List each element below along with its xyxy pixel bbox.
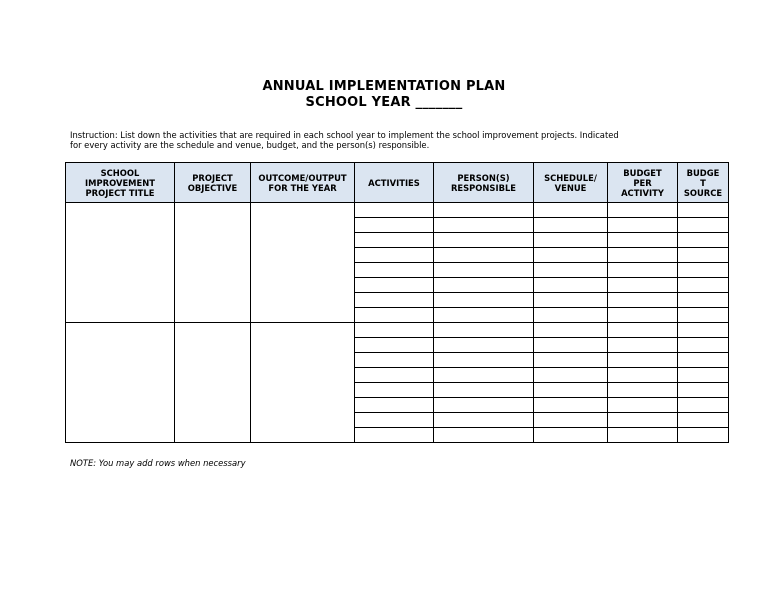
header-text: SOURCE [683,187,723,198]
activity-cell[interactable] [355,263,434,278]
header-schedule-venue [534,163,608,203]
activity-cell[interactable] [355,398,434,413]
activity-cell[interactable] [355,308,434,323]
persons-responsible-cell[interactable] [434,428,534,443]
project-title-cell[interactable] [66,323,175,443]
schedule-venue-cell[interactable] [534,338,608,353]
header-text: SCHEDULE/ [544,172,597,183]
activity-cell[interactable] [355,218,434,233]
header-text: PERSON(S) [457,172,510,183]
schedule-venue-cell[interactable] [534,263,608,278]
persons-responsible-cell[interactable] [434,323,534,338]
activity-cell[interactable] [355,353,434,368]
activity-cell[interactable] [355,338,434,353]
persons-responsible-cell[interactable] [434,248,534,263]
schedule-venue-cell[interactable] [534,248,608,263]
header-project-title [66,163,175,203]
activity-cell[interactable] [355,428,434,443]
header-text: VENUE [554,182,587,193]
persons-responsible-cell[interactable] [434,263,534,278]
note-text: NOTE: You may add rows when necessary [70,458,246,468]
persons-responsible-cell[interactable] [434,368,534,383]
budget-cell[interactable] [608,323,678,338]
header-project-objective [175,163,251,203]
header-text: OUTCOME/OUTPUT [258,172,347,183]
header-text: BUDGET [623,167,662,178]
activity-cell[interactable] [355,203,434,218]
header-outcome-output [251,163,355,203]
schedule-venue-cell[interactable] [534,218,608,233]
header-budget-source [678,163,729,203]
outcome-output-cell[interactable] [251,323,355,443]
header-text: PER [633,177,652,188]
header-text: BUDGE [686,167,720,178]
budget-source-cell[interactable] [678,323,729,338]
document-title: ANNUAL IMPLEMENTATION PLAN [262,79,506,94]
school-year-title: SCHOOL YEAR _______ [305,95,463,110]
persons-responsible-cell[interactable] [434,278,534,293]
budget-source-cell[interactable] [678,383,729,398]
persons-responsible-cell[interactable] [434,203,534,218]
budget-cell[interactable] [608,203,678,218]
table-row [66,203,729,218]
activity-cell[interactable] [355,323,434,338]
budget-source-cell[interactable] [678,293,729,308]
header-activities [355,163,434,203]
header-text: OBJECTIVE [187,182,238,193]
schedule-venue-cell[interactable] [534,383,608,398]
activity-cell[interactable] [355,293,434,308]
budget-source-cell[interactable] [678,203,729,218]
header-text: FOR THE YEAR [268,182,337,193]
budget-source-cell[interactable] [678,353,729,368]
header-text: IMPROVEMENT [85,177,155,188]
budget-source-cell[interactable] [678,233,729,248]
project-objective-cell[interactable] [175,323,251,443]
activity-cell[interactable] [355,413,434,428]
schedule-venue-cell[interactable] [534,278,608,293]
header-persons-responsible [434,163,534,203]
header-text: ACTIVITIES [368,177,420,188]
schedule-venue-cell[interactable] [534,368,608,383]
activity-cell[interactable] [355,383,434,398]
header-budget-per-activity [608,163,678,203]
budget-cell[interactable] [608,278,678,293]
implementation-plan-table [65,162,729,443]
persons-responsible-cell[interactable] [434,353,534,368]
budget-cell[interactable] [608,218,678,233]
budget-cell[interactable] [608,428,678,443]
table-body [66,203,729,443]
header-text: RESPONSIBLE [450,182,517,193]
budget-cell[interactable] [608,368,678,383]
schedule-venue-cell[interactable] [534,398,608,413]
schedule-venue-cell[interactable] [534,353,608,368]
activity-cell[interactable] [355,278,434,293]
budget-cell[interactable] [608,293,678,308]
schedule-venue-cell[interactable] [534,233,608,248]
activity-cell[interactable] [355,233,434,248]
schedule-venue-cell[interactable] [534,308,608,323]
budget-source-cell[interactable] [678,248,729,263]
persons-responsible-cell[interactable] [434,413,534,428]
persons-responsible-cell[interactable] [434,293,534,308]
table-row [66,323,729,338]
header-text: SCHOOL [100,167,140,178]
budget-source-cell[interactable] [678,308,729,323]
budget-cell[interactable] [608,308,678,323]
project-objective-cell[interactable] [175,203,251,323]
budget-cell[interactable] [608,383,678,398]
budget-source-cell[interactable] [678,398,729,413]
budget-cell[interactable] [608,398,678,413]
budget-cell[interactable] [608,413,678,428]
instruction-line: for every activity are the schedule and venue, budget, and the person(s) responsible. [70,140,430,150]
activity-cell[interactable] [355,248,434,263]
budget-source-cell[interactable] [678,278,729,293]
persons-responsible-cell[interactable] [434,338,534,353]
header-text: PROJECT TITLE [85,187,155,198]
header-text: PROJECT [192,172,233,183]
persons-responsible-cell[interactable] [434,218,534,233]
budget-cell[interactable] [608,353,678,368]
budget-cell[interactable] [608,338,678,353]
schedule-venue-cell[interactable] [534,413,608,428]
persons-responsible-cell[interactable] [434,398,534,413]
project-title-cell[interactable] [66,203,175,323]
activity-cell[interactable] [355,368,434,383]
schedule-venue-cell[interactable] [534,428,608,443]
instruction-line: Instruction: List down the activities that are required in each school year to implement the school improvement projects. Indicated [70,130,619,140]
budget-source-cell[interactable] [678,338,729,353]
budget-cell[interactable] [608,263,678,278]
schedule-venue-cell[interactable] [534,203,608,218]
outcome-output-cell[interactable] [251,203,355,323]
budget-source-cell[interactable] [678,218,729,233]
budget-source-cell[interactable] [678,368,729,383]
budget-cell[interactable] [608,233,678,248]
budget-source-cell[interactable] [678,428,729,443]
persons-responsible-cell[interactable] [434,383,534,398]
instruction-text [70,130,730,150]
budget-cell[interactable] [608,248,678,263]
persons-responsible-cell[interactable] [434,308,534,323]
schedule-venue-cell[interactable] [534,293,608,308]
schedule-venue-cell[interactable] [534,323,608,338]
header-text: ACTIVITY [621,187,664,198]
persons-responsible-cell[interactable] [434,233,534,248]
header-row [66,163,729,203]
budget-source-cell[interactable] [678,263,729,278]
header-text: T [700,177,706,188]
budget-source-cell[interactable] [678,413,729,428]
